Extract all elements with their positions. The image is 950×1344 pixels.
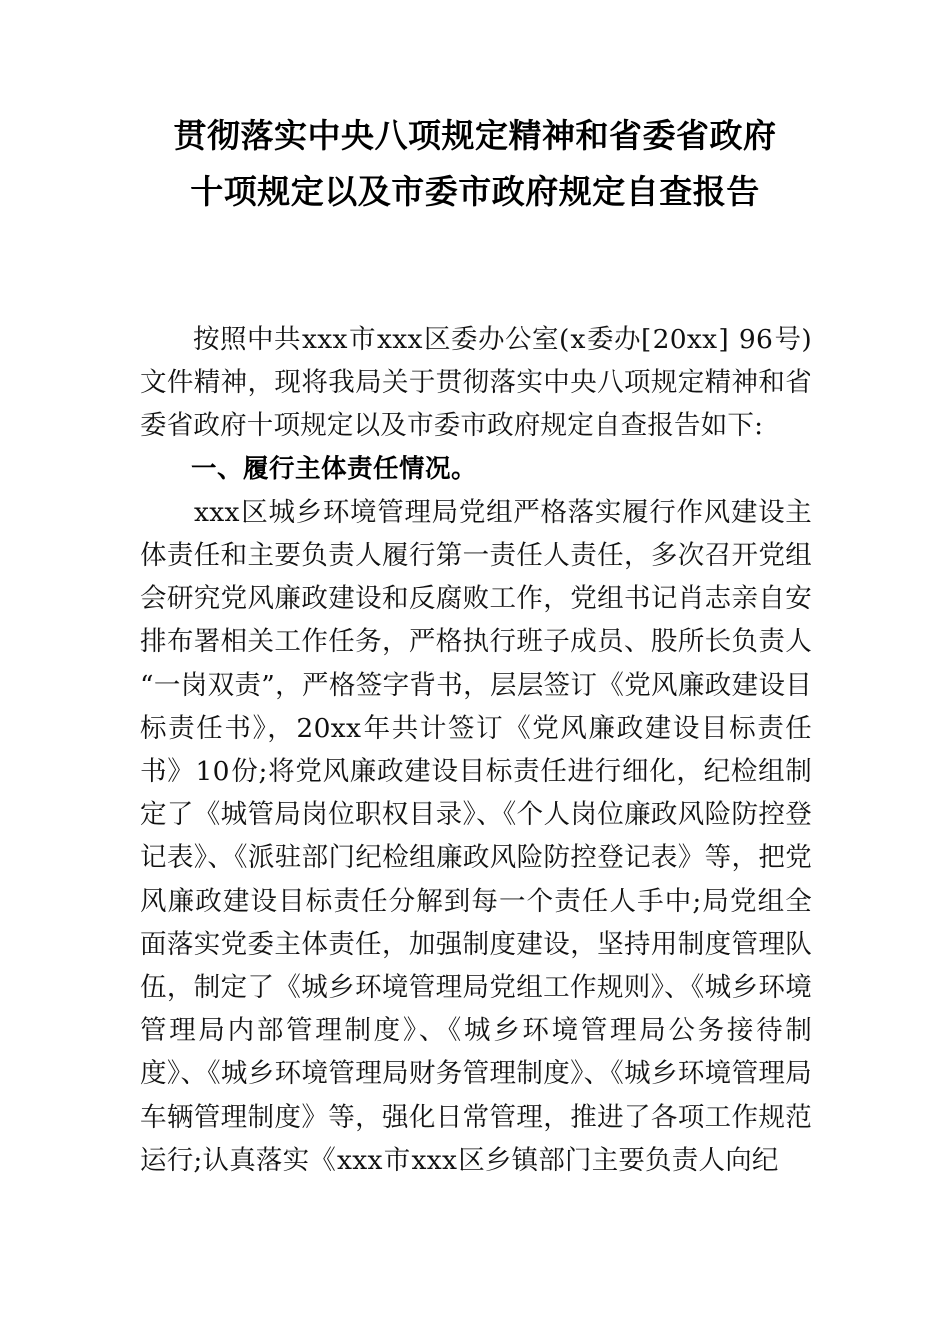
latin-run: xxx: [411, 1144, 458, 1176]
paragraph-section-1-body: [140, 491, 812, 1182]
latin-run: xxx: [376, 324, 423, 355]
paragraph-intro: [140, 318, 812, 448]
paragraph-intro-text: 按照中共xxx市xxx区委办公室(x委办[20xx] 96号)文件精神，现将我局关于贯彻落实中央八项规定精神和省委省政府十项规定以及市委市政府规定自查报告如下:: [140, 324, 812, 442]
section-heading-1: [140, 448, 812, 491]
latin-run: 20xx: [652, 324, 718, 355]
latin-run: x: [570, 324, 586, 355]
page-title: [140, 108, 810, 220]
paragraph-section-1-text: xxx区城乡环境管理局党组严格落实履行作风建设主体责任和主要负责人履行第一责任人责任，多次召开党组会研究党风廉政建设和反腐败工作，党组书记肖志亲自安排布署相关工作任务，严格执行班子成员、股所长负责人“一岗双责”，严格签字背书，层层签订《党风廉政建设目标责任书》，20xx年共计签订《党风廉政建设目标责任书》10份;将党风廉政建设目标责任进行细化，纪检组制定了《城管局岗位职权目录》、《个人岗位廉政风险防控登记表》、《派驻部门纪检组廉政风险防控登记表》等，把党风廉政建设目标责任分解到每一个责任人手中;局党组全面落实党委主体责任，加强制度建设，坚持用制度管理队伍，制定了《城乡环境管理局党组工作规则》、《城乡环境管理局内部管理制度》、《城乡环境管理局公务接待制度》、《城乡环境管理局财务管理制度》、《城乡环境管理局车辆管理制度》等，强化日常管理，推进了各项工作规范运行;认真落实《xxx市xxx区乡镇部门主要负责人向纪: [140, 496, 813, 1176]
page-title-line-1: 贯彻落实中央八项规定精神和省委省政府: [173, 116, 777, 155]
section-heading-1-text: 一、履行主体责任情况。: [191, 453, 478, 484]
latin-run: xxx: [301, 324, 348, 355]
latin-run: 96: [738, 324, 774, 355]
latin-run: xxx: [337, 1144, 383, 1176]
latin-run: 10: [195, 756, 230, 788]
page-title-line-2: 十项规定以及市委市政府规定自查报告: [190, 172, 760, 211]
latin-run: 20xx: [296, 712, 362, 744]
document-body: [140, 318, 812, 1182]
latin-run: xxx: [194, 496, 240, 528]
